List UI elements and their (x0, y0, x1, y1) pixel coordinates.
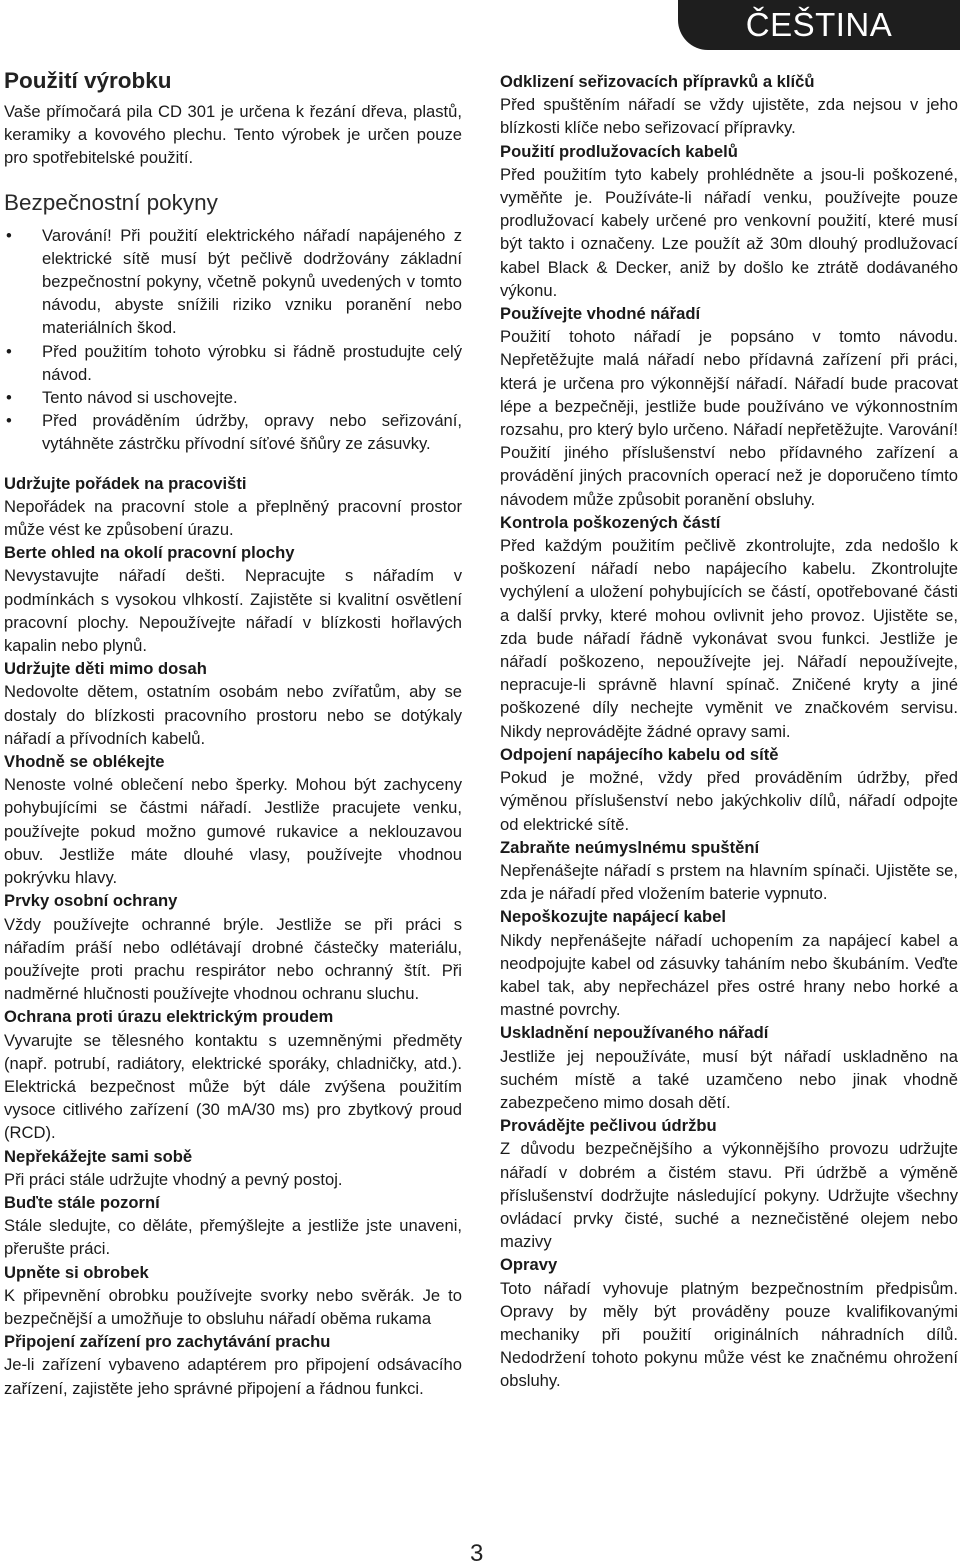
section-heading: Ochrana proti úrazu elektrickým proudem (4, 1007, 334, 1027)
section (500, 1021, 958, 1114)
section (4, 1330, 462, 1400)
safety-bullet: • Před použitím tohoto výrobku si řádně prostudujte celý návod. (4, 340, 462, 386)
section-text: Před každým použitím pečlivě zkontrolujte, zda nedošlo k poškození nářadí nebo napájecího kabelu. Zkontrolujte vychýlení a uložení pohybujících se částí, opotřebované části a další prvky, které mohou ovlivnit jeho provoz. Ujistěte se, zda bude nářadí řádně vykonávat svou funkci. Jestliže je nářadí poškozeno, nepoužívejte jej. Nářadí nepoužívejte, nepracuje-li správně hlavní spínač. Zničené kryty a jiné poškozené díly nechejte vyměnit ve značkovém servisu. Nikdy neprovádějte žádné opravy sami. (500, 536, 958, 741)
safety-bullet: • Před prováděním údržby, opravy nebo seřizování, vytáhněte zástrčku přívodní síťové šňůry ze zásuvky. (4, 409, 462, 455)
section-heading: Nepoškozujte napájecí kabel (500, 907, 726, 927)
section-heading: Používejte vhodné nářadí (500, 304, 701, 324)
safety-bullet: • Varování! Při použití elektrického nářadí napájeného z elektrické sítě musí být pečlivě dodržovány základní bezpečnostní pokyny, včetně pokynů uvedených v tomto návodu, abyste snížili riziko vzniku poranění nebo materiálních škod. (4, 224, 462, 340)
section-text: Nenoste volné oblečení nebo šperky. Mohou být zachyceny pohybujícími se částmi nářadí. Jestliže pracujete venku, používejte pokud možno gumové rukavice a neklouzavou obuv. Jestliže máte dlouhé vlasy, používejte vhodnou pokrývku hlavy. (4, 775, 462, 888)
section-text: Vyvarujte se tělesného kontaktu s uzemněnými předměty (např. potrubí, radiátory, elektrické sporáky, chladničky, atd.). Elektrická bezpečnost může být dále zvýšena použitím vysoce citlivého zařízení (30 mA/30 ms) pro zbytkový proud (RCD). (4, 1030, 462, 1143)
section (500, 836, 958, 906)
safety-bullet: • Tento návod si uschovejte. (4, 386, 462, 409)
section (4, 1261, 462, 1331)
section-heading: Prvky osobní ochrany (4, 891, 178, 911)
usage-text: Vaše přímočará pila CD 301 je určena k řezání dřeva, plastů, keramiky a kovového plechu. Tento výrobek je určen pouze pro spotřebitelské použití. (4, 102, 462, 168)
right-column (500, 70, 958, 1393)
section (4, 657, 462, 750)
section-heading: Nepřekážejte sami sobě (4, 1146, 193, 1166)
section-text: Použití tohoto nářadí je popsáno v tomto návodu. Nepřetěžujte malá nářadí nebo přídavná zařízení při práci, která je určena pro výkonnější nářadí. Nářadí bude pracovat lépe a bezpečněji, jestliže bude používáno ve výkonnostním rozsahu, pro který bylo určeno. Nářadí nepřetěžujte. Varování! Použití jiného příslušenství nebo přídavného zařízení a provádění jiných pracovních operací než je doporučeno tímto návodem může způsobit poranění obsluhy. (500, 327, 958, 509)
section (4, 889, 462, 1005)
section-text: Pokud je možné, vždy před prováděním údržby, před výměnou příslušenství nebo jakýchkoliv dílů, nářadí odpojte od elektrické sítě. (500, 768, 958, 834)
section-text: Nikdy nepřenášejte nářadí uchopením za napájecí kabel a neodpojujte kabel od zásuvky taháním nebo škubáním. Veďte kabel tak, aby nepřecházel přes ostré hrany nebo horké a mastné povrchy. (500, 930, 958, 1020)
usage-title: Použití výrobku (4, 68, 172, 93)
section-text: Z důvodu bezpečnějšího a výkonnějšího provozu udržujte nářadí v dobrém a čistém stavu. Při údržbě a výměně příslušenství dodržujte následující pokyny. Udržujte všechny ovládací prvky čisté, suché a neznečistěné olejem nebo mazivy (500, 1139, 958, 1252)
section-heading: Kontrola poškozených částí (500, 512, 721, 532)
section-heading: Udržujte pořádek na pracovišti (4, 473, 247, 493)
section-text: Před použitím tyto kabely prohlédněte a jsou-li poškozené, vyměňte je. Používáte-li nářadí venku, používejte pouze prodlužovací kabely určené pro venkovní použití, které musí být takto i označeny. Lze použít až 30m dlouhý prodlužovací kabel Black & Decker, aniž by došlo ke ztrátě dodávaného výkonu. (500, 164, 958, 300)
section-text: Nepřenášejte nářadí s prstem na hlavním spínači. Ujistěte se, zda je nářadí před vložením baterie vypnuto. (500, 860, 958, 904)
section-heading: Uskladnění nepoužívaného nářadí (500, 1023, 769, 1043)
section (4, 750, 462, 889)
section-heading: Připojení zařízení pro zachytávání prachu (4, 1332, 331, 1352)
safety-title: Bezpečnostní pokyny (4, 189, 218, 215)
section-text: K připevnění obrobku používejte svorky nebo svěrák. Je to bezpečnější a umožňuje to obsluhu nářadí oběma rukama (4, 1285, 462, 1328)
section (500, 511, 958, 743)
section-text: Při práci stále udržujte vhodný a pevný postoj. (4, 1169, 343, 1189)
language-tab: ČEŠTINA (678, 0, 960, 50)
safety-bullet-list (4, 224, 462, 456)
section-heading: Upněte si obrobek (4, 1262, 149, 1282)
section (500, 1253, 958, 1392)
section (500, 905, 958, 1021)
section (500, 302, 958, 511)
section-heading: Vhodně se oblékejte (4, 752, 165, 772)
section (500, 743, 958, 836)
section-heading: Zabraňte neúmyslnému spuštění (500, 837, 760, 857)
section-text: Nedovolte dětem, ostatním osobám nebo zvířatům, aby se dostaly do blízkosti pracovního prostoru nebo se dotýkaly nářadí a přívodních kabelů. (4, 682, 462, 748)
section-text: Nevystavujte nářadí dešti. Nepracujte s nářadím v podmínkách s vysokou vlhkostí. Zajistěte si kvalitní osvětlení pracovní plochy. Nepoužívejte nářadí v blízkosti hořlavých kapalin nebo plynů. (4, 566, 462, 656)
section (4, 1005, 462, 1144)
left-column (4, 68, 462, 1400)
section (4, 1191, 462, 1261)
section (4, 472, 462, 542)
section-heading: Použití prodlužovacích kabelů (500, 141, 738, 161)
section-heading: Opravy (500, 1255, 558, 1275)
section-text: Je-li zařízení vybaveno adaptérem pro připojení odsávacího zařízení, zajistěte jeho správné připojení a řádnou funkci. (4, 1355, 462, 1398)
section (500, 70, 958, 140)
section-text: Jestliže jej nepoužíváte, musí být nářadí uskladněno na suchém místě a také uzamčeno nebo jinak vhodně zabezpečeno mimo dosah dětí. (500, 1046, 958, 1112)
section-text: Vždy používejte ochranné brýle. Jestliže se při práci s nářadím práší nebo odlétávají drobné částečky materiálu, používejte proti prachu respirátor nebo ochranný štít. Při nadměrné hlučnosti používejte vhodnou ochranu sluchu. (4, 914, 462, 1004)
section-heading: Odklizení seřizovacích přípravků a klíčů (500, 72, 815, 91)
section-text: Stále sledujte, co děláte, přemýšlejte a jestliže jste unaveni, přerušte práci. (4, 1216, 462, 1259)
section-heading: Odpojení napájecího kabelu od sítě (500, 744, 779, 764)
section-heading: Berte ohled na okolí pracovní plochy (4, 543, 295, 563)
page-number: 3 (470, 1540, 484, 1567)
section (500, 140, 958, 302)
section (4, 541, 462, 657)
section-text: Před spuštěním nářadí se vždy ujistěte, zda nejsou v jeho blízkosti klíče nebo seřizovací přípravky. (500, 95, 958, 138)
section-heading: Provádějte pečlivou údržbu (500, 1116, 717, 1136)
section-heading: Buďte stále pozorní (4, 1192, 160, 1212)
section (500, 1114, 958, 1253)
section-heading: Udržujte děti mimo dosah (4, 659, 207, 679)
section-text: Toto nářadí vyhovuje platným bezpečnostním předpisům. Opravy by měly být prováděny pouze kvalifikovanými mechaniky při použití originálních náhradních dílů. Nedodržení tohoto pokynu může vést ke značnému ohrožení obsluhy. (500, 1278, 958, 1391)
section-text: Nepořádek na pracovní stole a přeplněný pracovní prostor může vést ke způsobení úrazu. (4, 496, 462, 540)
section (4, 1145, 462, 1191)
